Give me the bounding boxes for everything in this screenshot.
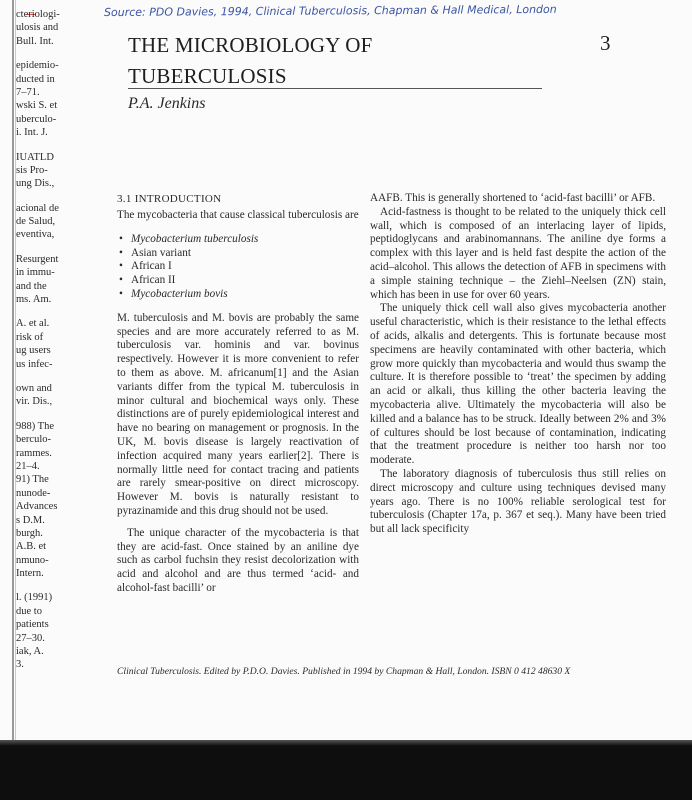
right-column [370, 192, 666, 537]
previous-page-line: burgh. [16, 527, 43, 539]
previous-page-line: ung Dis., [16, 178, 55, 190]
chapter-title-line1: THE MICROBIOLOGY OF [128, 33, 373, 57]
section-heading: 3.1 INTRODUCTION [117, 193, 222, 205]
previous-page-line: acional de [16, 202, 59, 214]
previous-page-line: cteriologi- [16, 9, 60, 20]
previous-page-line: 988) The [16, 420, 55, 432]
previous-page-fragments [16, 8, 96, 672]
body-paragraph: Acid-fastness is thought to be related to the uniquely thick cell wall, which is composed of an interlacing layer of lipids, peptidoglycans and arabinomannans. The aniline dye forms a complex with this layer and is held fast despite the action of the acid–alcohol. This allows the detection of AFB in specimens with a simple staining technique – the Ziehl–Neelsen (ZN) stain, which has been in use for over 60 years. [370, 205, 666, 301]
previous-page-line [16, 191, 96, 202]
previous-page-line [16, 306, 96, 317]
intro-paragraph: The mycobacteria that cause classical tuberculosis are [117, 209, 359, 221]
previous-page-line: Intern. [16, 568, 44, 580]
previous-page-line: 21–4. [16, 460, 40, 472]
previous-page-line: nmuno- [16, 554, 49, 566]
previous-page-line: rammes. [16, 447, 52, 459]
previous-page-line: vir. Dis., [16, 396, 53, 408]
previous-page-line: due to [16, 605, 42, 617]
previous-page-line: i. Int. J. [16, 127, 48, 139]
title-rule [128, 88, 542, 89]
list-item: • Asian variant [117, 247, 359, 261]
previous-page-line [16, 242, 96, 253]
mycobacteria-list [117, 233, 359, 302]
chapter-title [128, 30, 373, 92]
previous-page-line: nunode- [16, 487, 51, 499]
publication-footer: Clinical Tuberculosis. Edited by P.D.O. Davies. Published in 1994 by Chapman & Hall, London. ISBN 0 412 48630 X [117, 666, 571, 677]
previous-page-line: epidemio- [16, 60, 59, 72]
previous-page-line: iak, A. [16, 646, 44, 658]
body-paragraph: The unique character of the mycobacteria is that they are acid-fast. Once stained by an aniline dye such as carbol fuchsin they resist decolorization with acid and alcohol and are thus termed ‘acid- and alcohol-fast bacilli’ or [117, 526, 359, 594]
previous-page-line: own and [16, 382, 52, 394]
previous-page-line: wski S. et [16, 100, 58, 112]
previous-page-line: Resurgent [16, 253, 59, 265]
previous-page-line: 7–71. [16, 86, 40, 98]
previous-page-line: risk of [16, 331, 44, 343]
previous-page-line [16, 580, 96, 591]
previous-page-line: 3. [16, 659, 24, 671]
scan-bottom-shadow [0, 740, 692, 800]
previous-page-line: sis Pro- [16, 164, 48, 176]
previous-page-line [16, 140, 96, 151]
previous-page-line: IUATLD [16, 151, 54, 163]
previous-page-line: de Salud, [16, 216, 56, 228]
previous-page-line [16, 371, 96, 382]
list-item: • Mycobacterium bovis [117, 288, 359, 302]
previous-page-line: Advances [16, 501, 58, 513]
body-paragraph: The uniquely thick cell wall also gives mycobacteria another useful characteristic, which is their resistance to the lethal effects of acids, alkalis and detergents. This is fortunate because most specimens are heavily contaminated with other bacteria, which grow more quickly than mycobacteria and would thus swamp the culture. It is therefore possible to ‘treat’ the specimen by adding an acid or alkali, thus killing the other bacteria leaving the mycobacteria alive. Ultimately the mycobacteria will also be killed and a balance has to be struck. Ideally between 2% and 3% of cultures should be lost because of contamination, indicating that the treatment procedure is neither too harsh nor too moderate. [370, 302, 666, 467]
previous-page-line: s D.M. [16, 514, 45, 526]
previous-page-line: ms. Am. [16, 294, 52, 306]
list-item: • African I [117, 260, 359, 274]
chapter-author: P.A. Jenkins [128, 95, 206, 112]
previous-page-line: 27–30. [16, 632, 45, 644]
list-item: • Mycobacterium tuberculosis [117, 233, 359, 247]
previous-page-line: A.B. et [16, 541, 47, 553]
previous-page-line: A. et al. [16, 318, 50, 330]
previous-page-line: in immu- [16, 267, 55, 279]
previous-page-line: ulosis and [16, 22, 59, 34]
previous-page-line: us infec- [16, 358, 53, 370]
previous-page-line [16, 48, 96, 59]
previous-page-line: ug users [16, 345, 51, 357]
list-item: • African II [117, 274, 359, 288]
previous-page-line: Bull. Int. [16, 35, 54, 47]
body-paragraph: AAFB. This is generally shortened to ‘acid-fast bacilli’ or AFB. [370, 192, 656, 204]
chapter-number: 3 [600, 31, 611, 55]
previous-page-line [16, 409, 96, 420]
previous-page-line: berculo- [16, 434, 51, 446]
previous-page-line: ducted in [16, 73, 55, 85]
body-paragraph: M. tuberculosis and M. bovis are probably the same species and are more accurately referred to as M. tuberculosis var. hominis and var. bovinus respectively. However it is more convenient to refer to them as above. M. africanum[1] and the Asian variants differ from the typical M. tuberculosis in minor cultural and biochemical ways only. These distinctions are of purely epidemiological interest and have no bearing on management or prognosis. In the UK, M. bovis disease is largely reactivation of infection acquired many years earlier[2]. There is normally little need for contact tracing and patients are rarely smear-positive on direct microscopy. However M. bovis is naturally resistant to pyrazinamide and this drug should not be used. [117, 311, 359, 517]
previous-page-line: eventiva, [16, 229, 55, 241]
previous-page-line: patients [16, 619, 49, 631]
page-spine-edge [12, 0, 14, 740]
body-paragraph: The laboratory diagnosis of tuberculosis thus still relies on direct microscopy and culture using techniques devised many years ago. There is no 100% reliable serological test for tuberculosis (Chapter 17a, p. 367 et seq.). Many have been tried but all lack specificity [370, 467, 666, 536]
chapter-title-line2: TUBERCULOSIS [128, 64, 287, 88]
left-column [117, 209, 359, 596]
previous-page-line: l. (1991) [16, 592, 53, 604]
previous-page-line: uberculo- [16, 113, 57, 125]
previous-page-line: and the [16, 280, 47, 292]
previous-page-line: 91) The [16, 474, 49, 486]
handwritten-source-note: Source: PDO Davies, 1994, Clinical Tuberculosis, Chapman & Hall Medical, London [103, 2, 557, 20]
